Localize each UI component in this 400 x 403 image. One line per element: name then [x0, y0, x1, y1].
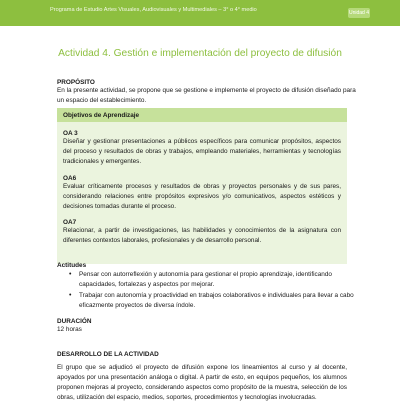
proposito-heading: PROPÓSITO — [57, 79, 95, 86]
objetivos-box — [57, 108, 347, 264]
oa-code: OA6 — [63, 175, 77, 182]
objetivos-header — [57, 108, 347, 122]
oa-text: Diseñar y gestionar presentaciones a públicos específicos para comunicar propósitos, aspectos del proceso y resultados de obras y trabajos, empleando materiales, herramientas y tecnologías tradicionales y emergentes. — [63, 138, 341, 165]
duracion-heading: DURACIÓN — [57, 318, 92, 325]
oa-code: OA7 — [63, 219, 77, 226]
desarrollo-heading: DESARROLLO DE LA ACTIVIDAD — [57, 351, 159, 358]
list-item — [57, 291, 357, 311]
duracion-text: 12 horas — [57, 326, 82, 333]
unit-badge: Unidad 4 — [348, 10, 369, 16]
proposito-text: En la presente actividad, se propone que se gestione e implemente el proyecto de difusión diseñado para un espacio del establecimiento. — [57, 87, 356, 104]
actitud-text: Trabajar con autonomía y proactividad en trabajos colaborativos e individuales para llevar a cabo eficazmente proyectos de diversa índole. — [79, 292, 354, 309]
oa-text: Relacionar, a partir de investigaciones, las habilidades y conocimientos de la asignatura con diferentes contextos laborales, profesionales y de desarrollo personal. — [63, 227, 341, 244]
actitudes-list — [57, 270, 357, 312]
oa-text: Evaluar críticamente procesos y resultados de obras y proyectos personales y de sus pares, considerando relaciones entre propósitos expresivos y/o comunicativos, aspectos estéticos y decisiones tomadas durante el proceso. — [63, 183, 341, 210]
bullet-icon: • — [69, 271, 72, 278]
activity-title: Actividad 4. Gestión e implementación del proyecto de difusión — [58, 48, 342, 59]
actitudes-heading: Actitudes — [57, 262, 87, 269]
bullet-icon: • — [69, 292, 72, 299]
actitud-text: Pensar con autorreflexión y autonomía para gestionar el propio aprendizaje, identificando capacidades, fortalezas y aspectos por mejorar. — [79, 271, 332, 288]
list-item — [57, 270, 357, 290]
oa-code: OA 3 — [63, 130, 78, 137]
objetivos-heading: Objetivos de Aprendizaje — [63, 112, 140, 119]
header-bar — [0, 0, 400, 26]
desarrollo-text: El grupo que se adjudicó el proyecto de difusión expone los lineamientos al curso y al docente, apoyados por una presentación análoga o digital. A partir de esto, en equipos pequeños, los alumnos proponen mejoras al proyecto, considerando aspectos como propósito de la muestra, selección de los obras, utilización del espacio, medios, soportes, procedimientos y tecnologías involucradas. — [57, 364, 347, 401]
program-name: Programa de Estudio Artes Visuales, Audiovisuales y Multimediales – 3° o 4° medio — [50, 7, 257, 13]
